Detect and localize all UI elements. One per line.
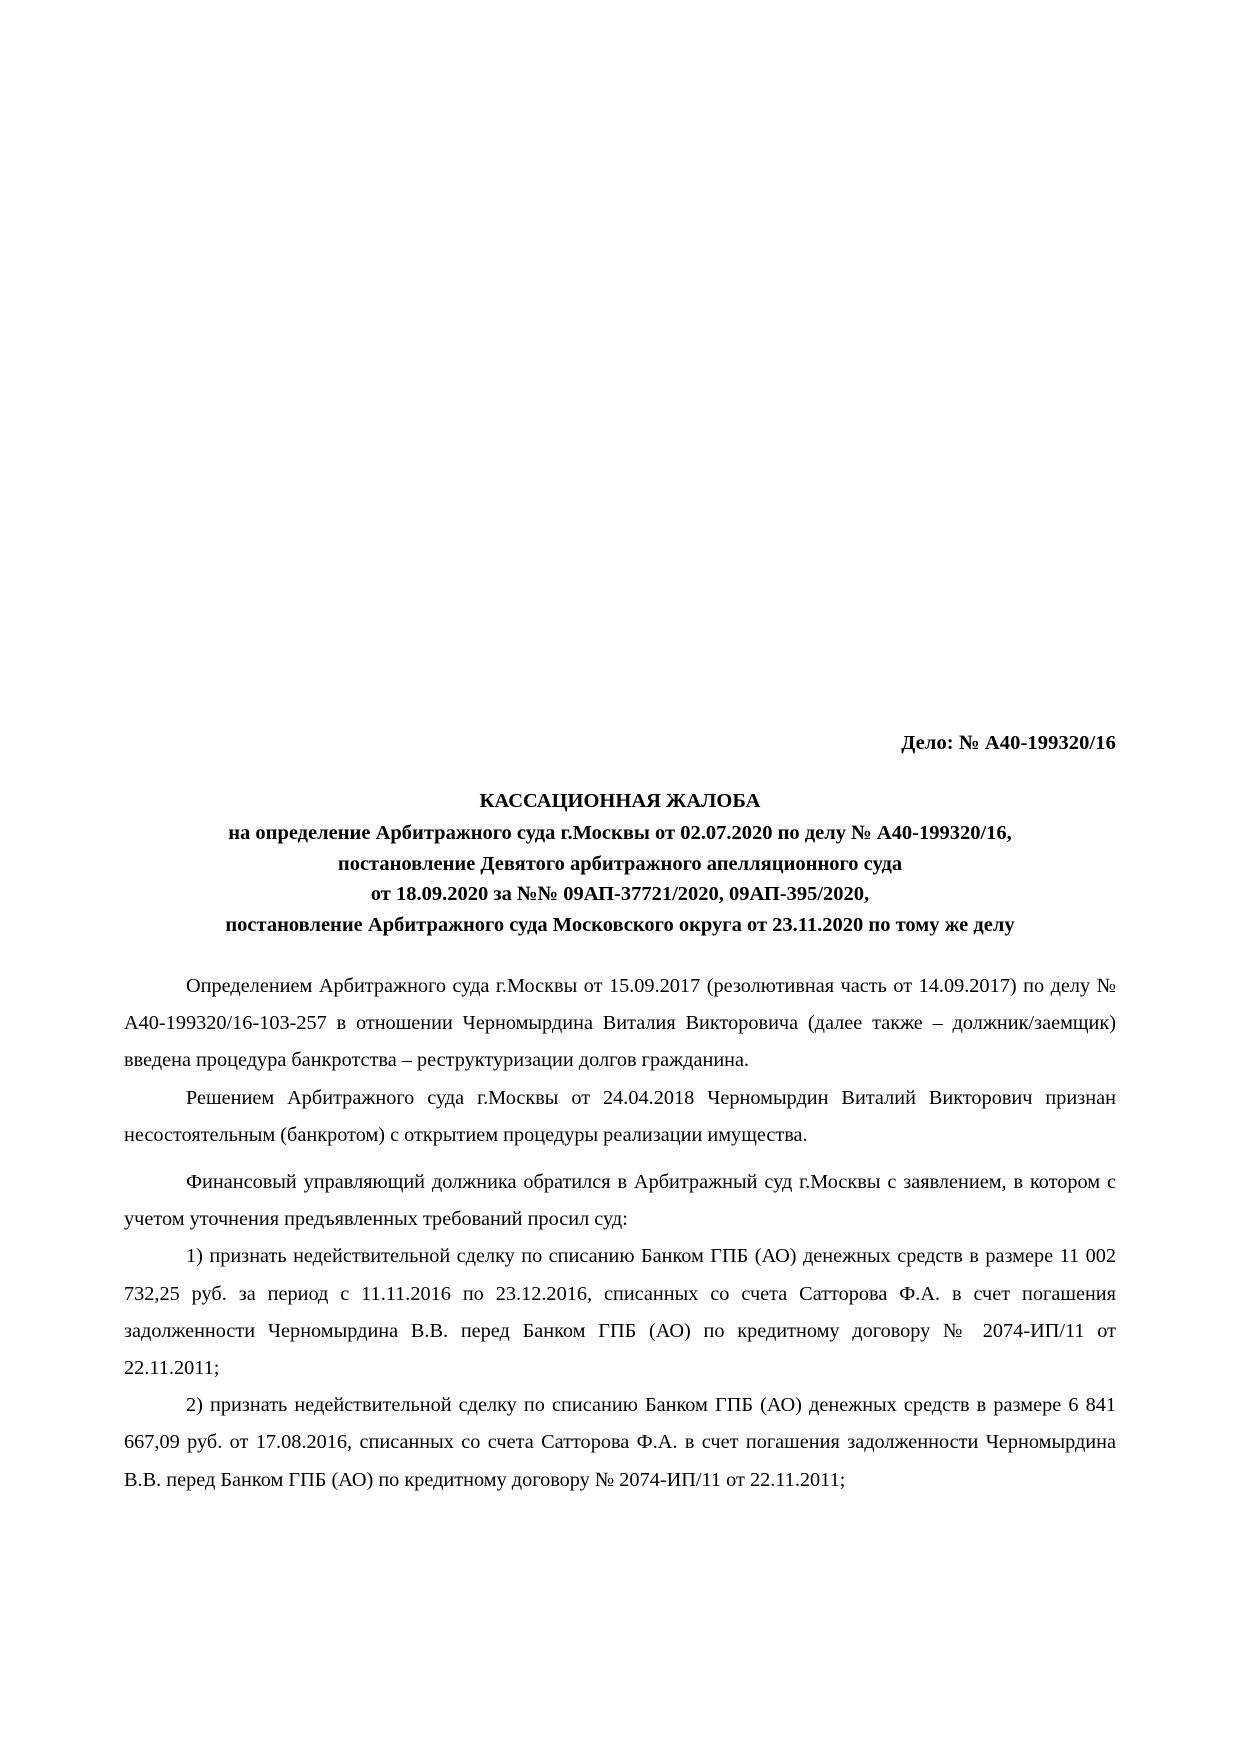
body-paragraph: Определением Арбитражного суда г.Москвы от 15.09.2017 (резолютивная часть от 14.09.2017) по делу № А40-199320/16-103-257 в отношении Черномырдина Виталия Викторовича (далее также – должник/заемщик) введена процедура банкротства – реструктуризации долгов гражданина. <box>124 975 1116 1072</box>
paragraph-gap <box>124 1154 1116 1164</box>
body-paragraph: Решением Арбитражного суда г.Москвы от 24.04.2018 Черномырдин Виталий Викторович признан несостоятельным (банкротом) с открытием процедуры реализации имущества. <box>124 1086 1116 1146</box>
page-title: КАССАЦИОННАЯ ЖАЛОБА <box>479 790 761 812</box>
subtitle-line: на определение Арбитражного суда г.Москвы от 02.07.2020 по делу № А40-199320/16, <box>228 822 1012 844</box>
document-content <box>124 0 1116 1499</box>
body-paragraph-claim-2: 2) признать недействительной сделку по списанию Банком ГПБ (АО) денежных средств в размере 6 841 667,09 руб. от 17.08.2016, списанных со счета Сатторова Ф.А. в счет погашения задолженности Черномырдина В.В. перед Банком ГПБ (АО) по кредитному договору № 2074-ИП/11 от 22.11.2011; <box>124 1394 1116 1491</box>
case-reference: Дело: № А40-199320/16 <box>901 732 1116 754</box>
subtitle-line: постановление Арбитражного суда Московского округа от 23.11.2020 по тому же делу <box>225 913 1015 936</box>
subtitle-line: от 18.09.2020 за №№ 09АП-37721/2020, 09АП-395/2020, <box>370 883 870 905</box>
body-paragraph-claim-1: 1) признать недействительной сделку по списанию Банком ГПБ (АО) денежных средств в размере 11 002 732,25 руб. за период с 11.11.2016 по 23.12.2016, списанных со счета Сатторова Ф.А. в счет погашения задолженности Черномырдина В.В. перед Банком ГПБ (АО) по кредитному договору № 2074-ИП/11 от 22.11.2011; <box>124 1245 1116 1380</box>
page-top-margin <box>124 0 1116 728</box>
body-paragraph: Финансовый управляющий должника обратился в Арбитражный суд г.Москвы с заявлением, в котором с учетом уточнения предъявленных требований просил суд: <box>124 1171 1116 1231</box>
subtitle-line: постановление Девятого арбитражного апелляционного суда <box>337 852 903 875</box>
document-body <box>124 968 1116 1499</box>
document-subtitle <box>124 818 1116 940</box>
